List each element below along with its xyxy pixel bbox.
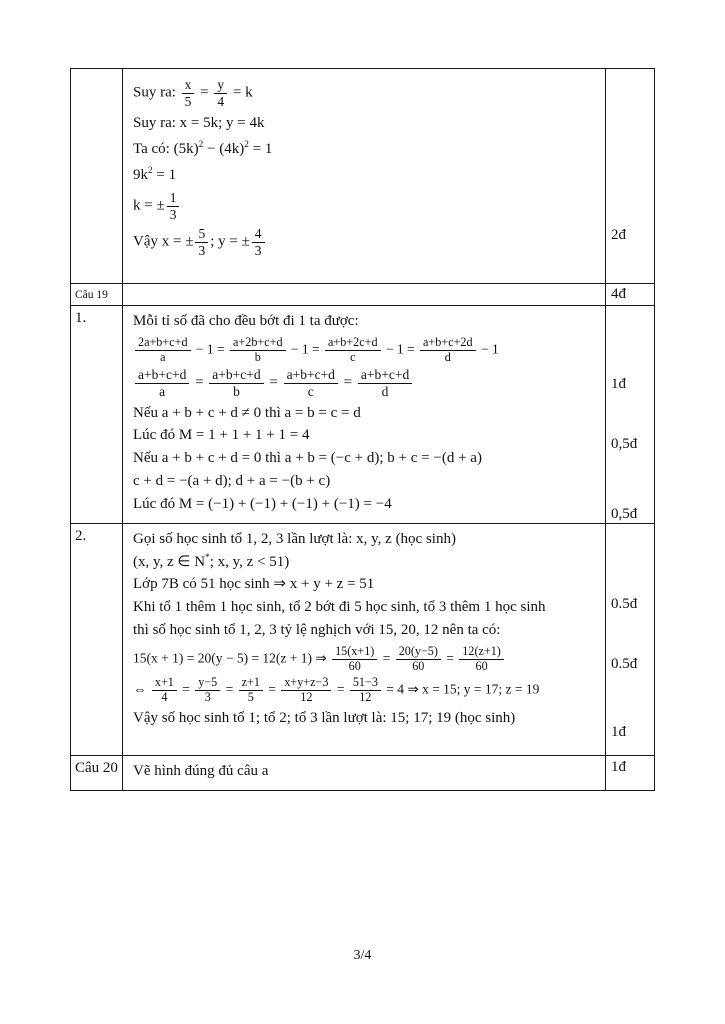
solution-line: Vẽ hình đúng đủ câu a: [133, 762, 269, 779]
points-value: 0,5đ: [611, 505, 638, 522]
solution-line: Nếu a + b + c + d = 0 thì a + b = (−c + d); b + c = −(d + a): [133, 450, 482, 467]
fraction: $\frac{y}{4}$: [214, 77, 227, 109]
solution-line: c + d = −(a + d); d + a = −(b + c): [133, 472, 331, 489]
fraction: $\frac{y-5}{3}$: [195, 676, 220, 705]
row-content: [123, 284, 606, 305]
table-row-part2: [71, 524, 654, 756]
solution-line: Vậy x = ± $\frac{5}{3}$ ; y = ± $\frac{4}{3}$: [133, 226, 599, 258]
fraction: $\frac{x}{5}$: [182, 77, 195, 109]
fraction: $\frac{12(z+1)}{60}$: [459, 645, 504, 674]
solution-line: (x, y, z ∈ N*; x, y, z < 51): [133, 552, 290, 570]
fraction: $\frac{a+b+c+2d}{d}$: [420, 336, 476, 365]
row-label: 2.: [71, 524, 123, 755]
solution-line: Mỗi tỉ số đã cho đều bớt đi 1 ta được:: [133, 312, 359, 329]
solution-line: $\frac{a+b+c+d}{a}$ = $\frac{a+b+c+d}{b}$ = $\frac{a+b+c+d}{c}$ = $\frac{a+b+c+d}{d}$: [133, 367, 599, 399]
row-label: Câu 19: [71, 284, 123, 305]
fraction: $\frac{51-3}{12}$: [350, 676, 381, 705]
fraction: $\frac{a+b+2c+d}{c}$: [325, 336, 381, 365]
fraction: $\frac{a+b+c+d}{d}$: [358, 367, 412, 399]
points-cell: [606, 306, 654, 523]
points-cell: [606, 69, 654, 283]
points-value: 2đ: [611, 227, 626, 243]
solution-line: k = ± $\frac{1}{3}$: [133, 190, 599, 222]
solution-line: Vậy số học sinh tổ 1; tổ 2; tổ 3 lần lượt là: 15; 17; 19 (học sinh): [133, 710, 516, 727]
fraction: $\frac{a+2b+c+d}{b}$: [230, 336, 286, 365]
row-label: [71, 69, 123, 283]
solution-line: Khi tổ 1 thêm 1 học sinh, tổ 2 bớt đi 5 học sinh, tổ 3 thêm 1 học sinh: [133, 599, 546, 616]
solution-line: $\frac{2a+b+c+d}{a}$ − 1 = $\frac{a+2b+c+d}{b}$ − 1 = $\frac{a+b+2c+d}{c}$ − 1 = $\frac{a+b+c+2d}{d}$ − 1: [133, 336, 599, 365]
points-value: 0.5đ: [611, 655, 638, 672]
points-value: 0,5đ: [611, 435, 638, 452]
solution-line: Ta có: $(5k)^2 - (4k)^2 = 1$: [133, 139, 273, 157]
points-value: 1đ: [611, 723, 626, 740]
table-row-cau19: [71, 284, 654, 306]
solution-line: Lớp 7B có 51 học sinh ⇒ x + y + z = 51: [133, 576, 375, 593]
fraction: $\frac{a+b+c+d}{c}$: [284, 367, 338, 399]
fraction: $\frac{4}{3}$: [252, 226, 265, 258]
table-row-cau20: [71, 756, 654, 790]
fraction: $\frac{1}{3}$: [167, 190, 180, 222]
row-content: [123, 524, 606, 755]
points-value: 1đ: [611, 758, 626, 775]
row-content: [123, 756, 606, 790]
fraction: $\frac{5}{3}$: [195, 226, 208, 258]
fraction: $\frac{x+1}{4}$: [152, 676, 177, 705]
answer-table: [70, 68, 655, 791]
solution-line: Suy ra: x = 5k; y = 4k: [133, 115, 265, 132]
solution-line: 15(x + 1) = 20(y − 5) = 12(z + 1) ⇒ $\frac{15(x+1)}{60}$ = $\frac{20(y-5)}{60}$ = $\frac{12(z+1)}{60}$: [133, 645, 599, 674]
solution-line: Suy ra: $\frac{x}{5}$ = $\frac{y}{4}$ = k: [133, 77, 253, 109]
points-cell: [606, 284, 654, 305]
fraction: $\frac{2a+b+c+d}{a}$: [135, 336, 191, 365]
fraction: $\frac{z+1}{5}$: [239, 676, 263, 705]
solution-line: Gọi số học sinh tổ 1, 2, 3 lần lượt là: x, y, z (học sinh): [133, 530, 456, 547]
page-number: 3/4: [353, 948, 372, 963]
solution-line: Lúc đó M = (−1) + (−1) + (−1) + (−1) = −4: [133, 495, 392, 512]
solution-line: Nếu a + b + c + d ≠ 0 thì a = b = c = d: [133, 404, 361, 421]
table-row-continuation: [71, 69, 654, 284]
fraction: $\frac{15(x+1)}{60}$: [332, 645, 377, 674]
row-label: Câu 20: [71, 756, 123, 790]
solution-line: Lúc đó M = 1 + 1 + 1 + 1 = 4: [133, 427, 310, 444]
points-cell: [606, 524, 654, 755]
points-value: 0.5đ: [611, 595, 638, 612]
row-content: [123, 306, 606, 523]
fraction: $\frac{20(y-5)}{60}$: [396, 645, 441, 674]
solution-line: ⇔ $\frac{x+1}{4}$ = $\frac{y-5}{3}$ = $\frac{z+1}{5}$ = $\frac{x+y+z-3}{12}$ = $\frac{51-3}{12}$ = 4 ⇒ x = 15; y = 17; z = 19: [133, 675, 540, 705]
points-value: 4đ: [611, 286, 626, 302]
points-value: 1đ: [611, 375, 626, 392]
fraction: $\frac{a+b+c+d}{b}$: [209, 367, 263, 399]
points-cell: [606, 756, 654, 790]
row-label: 1.: [71, 306, 123, 523]
row-content: [123, 69, 606, 283]
table-row-part1: [71, 306, 654, 524]
solution-line: $9k^2 = 1$: [133, 165, 177, 183]
fraction: $\frac{x+y+z-3}{12}$: [281, 676, 331, 705]
solution-line: thì số học sinh tổ 1, 2, 3 tỷ lệ nghịch với 15, 20, 12 nên ta có:: [133, 621, 501, 638]
fraction: $\frac{a+b+c+d}{a}$: [135, 367, 189, 399]
